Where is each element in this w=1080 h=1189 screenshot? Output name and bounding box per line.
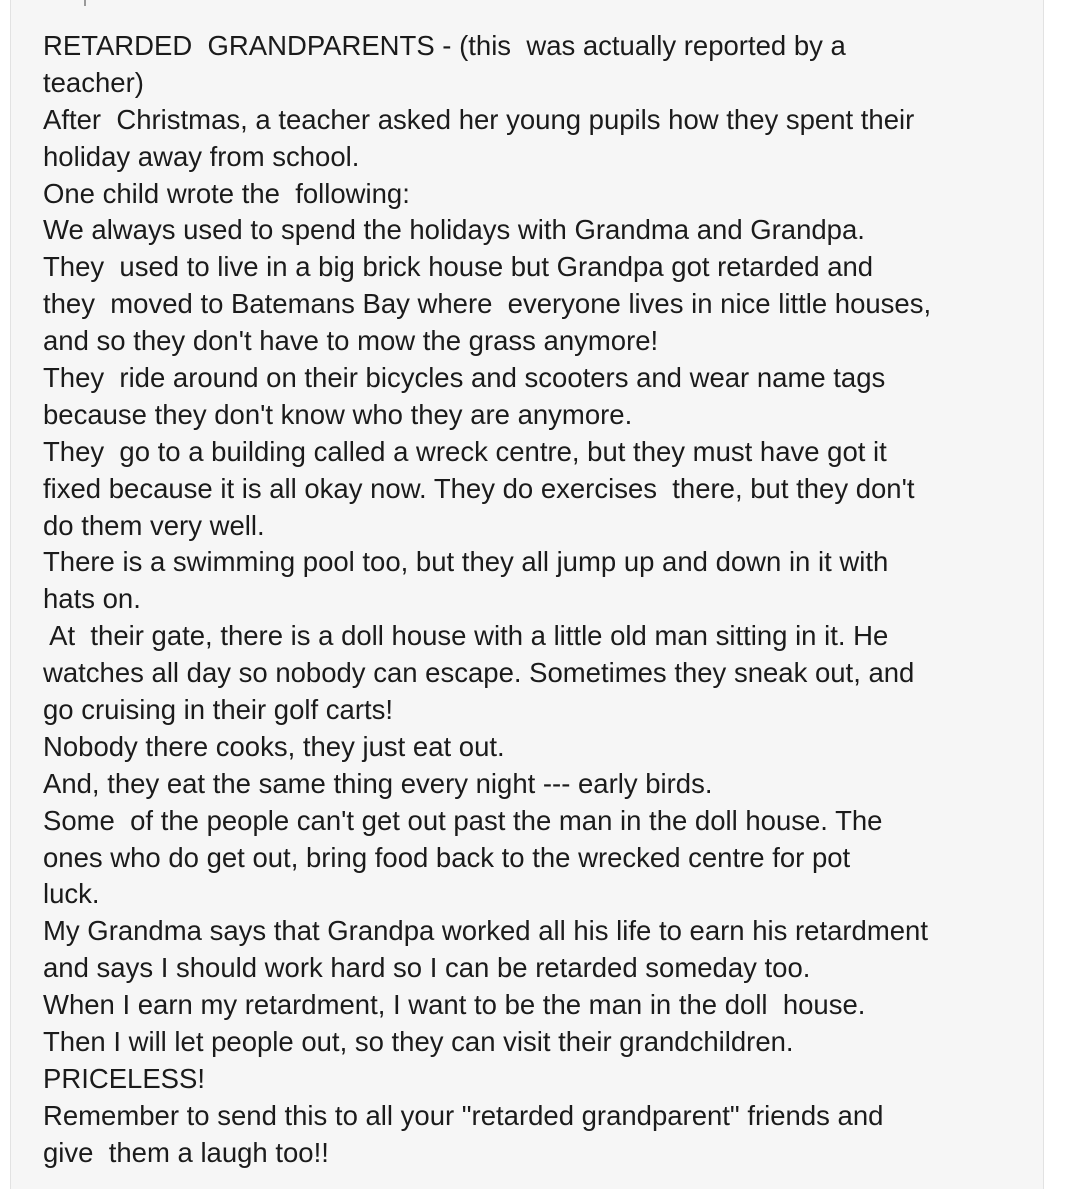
text-line: And, they eat the same thing every night --- early birds. <box>43 767 713 799</box>
text-line: They used to live in a big brick house but Grandpa got retarded and <box>43 251 874 283</box>
text-line: and so they don't have to mow the grass anymore! <box>43 325 659 357</box>
text-line: give them a laugh too!! <box>43 1136 329 1168</box>
text-line: hats on. <box>43 583 141 615</box>
text-line: PRICELESS! <box>43 1062 206 1094</box>
text-line: go cruising in their golf carts! <box>43 694 394 726</box>
text-line: and says I should work hard so I can be retarded someday too. <box>43 952 811 984</box>
text-line: teacher) <box>43 66 144 98</box>
text-line: ones who do get out, bring food back to the wrecked centre for pot <box>43 841 851 873</box>
text-line: There is a swimming pool too, but they all jump up and down in it with <box>43 546 889 578</box>
text-line: do them very well. <box>43 509 265 541</box>
text-line: They ride around on their bicycles and scooters and wear name tags <box>43 362 886 394</box>
text-line: Nobody there cooks, they just eat out. <box>43 730 505 762</box>
text-line: Some of the people can't get out past the man in the doll house. The <box>43 804 883 836</box>
text-line: Remember to send this to all your "retarded grandparent" friends and <box>43 1099 884 1131</box>
text-line: They go to a building called a wreck centre, but they must have got it <box>43 435 887 467</box>
text-line: One child wrote the following: <box>43 177 410 209</box>
post-text <box>43 28 1063 1172</box>
text-line: RETARDED GRANDPARENTS - (this was actually reported by a <box>43 30 846 61</box>
text-line: At their gate, there is a doll house with a little old man sitting in it. He <box>43 620 889 652</box>
text-line: My Grandma says that Grandpa worked all his life to earn his retardment <box>43 915 928 947</box>
text-line: Then I will let people out, so they can visit their grandchildren. <box>43 1026 794 1058</box>
text-line: because they don't know who they are anymore. <box>43 398 633 430</box>
text-line: We always used to spend the holidays with Grandma and Grandpa. <box>43 214 865 246</box>
text-line: luck. <box>43 878 100 910</box>
text-line: When I earn my retardment, I want to be the man in the doll house. <box>43 989 866 1021</box>
text-line: After Christmas, a teacher asked her young pupils how they spent their <box>43 103 915 135</box>
text-line: watches all day so nobody can escape. Sometimes they sneak out, and <box>43 657 915 689</box>
text-line: they moved to Batemans Bay where everyone lives in nice little houses, <box>43 288 932 320</box>
text-line: fixed because it is all okay now. They do exercises there, but they don't <box>43 472 915 504</box>
text-line: holiday away from school. <box>43 140 360 172</box>
top-divider-tick <box>84 0 86 6</box>
